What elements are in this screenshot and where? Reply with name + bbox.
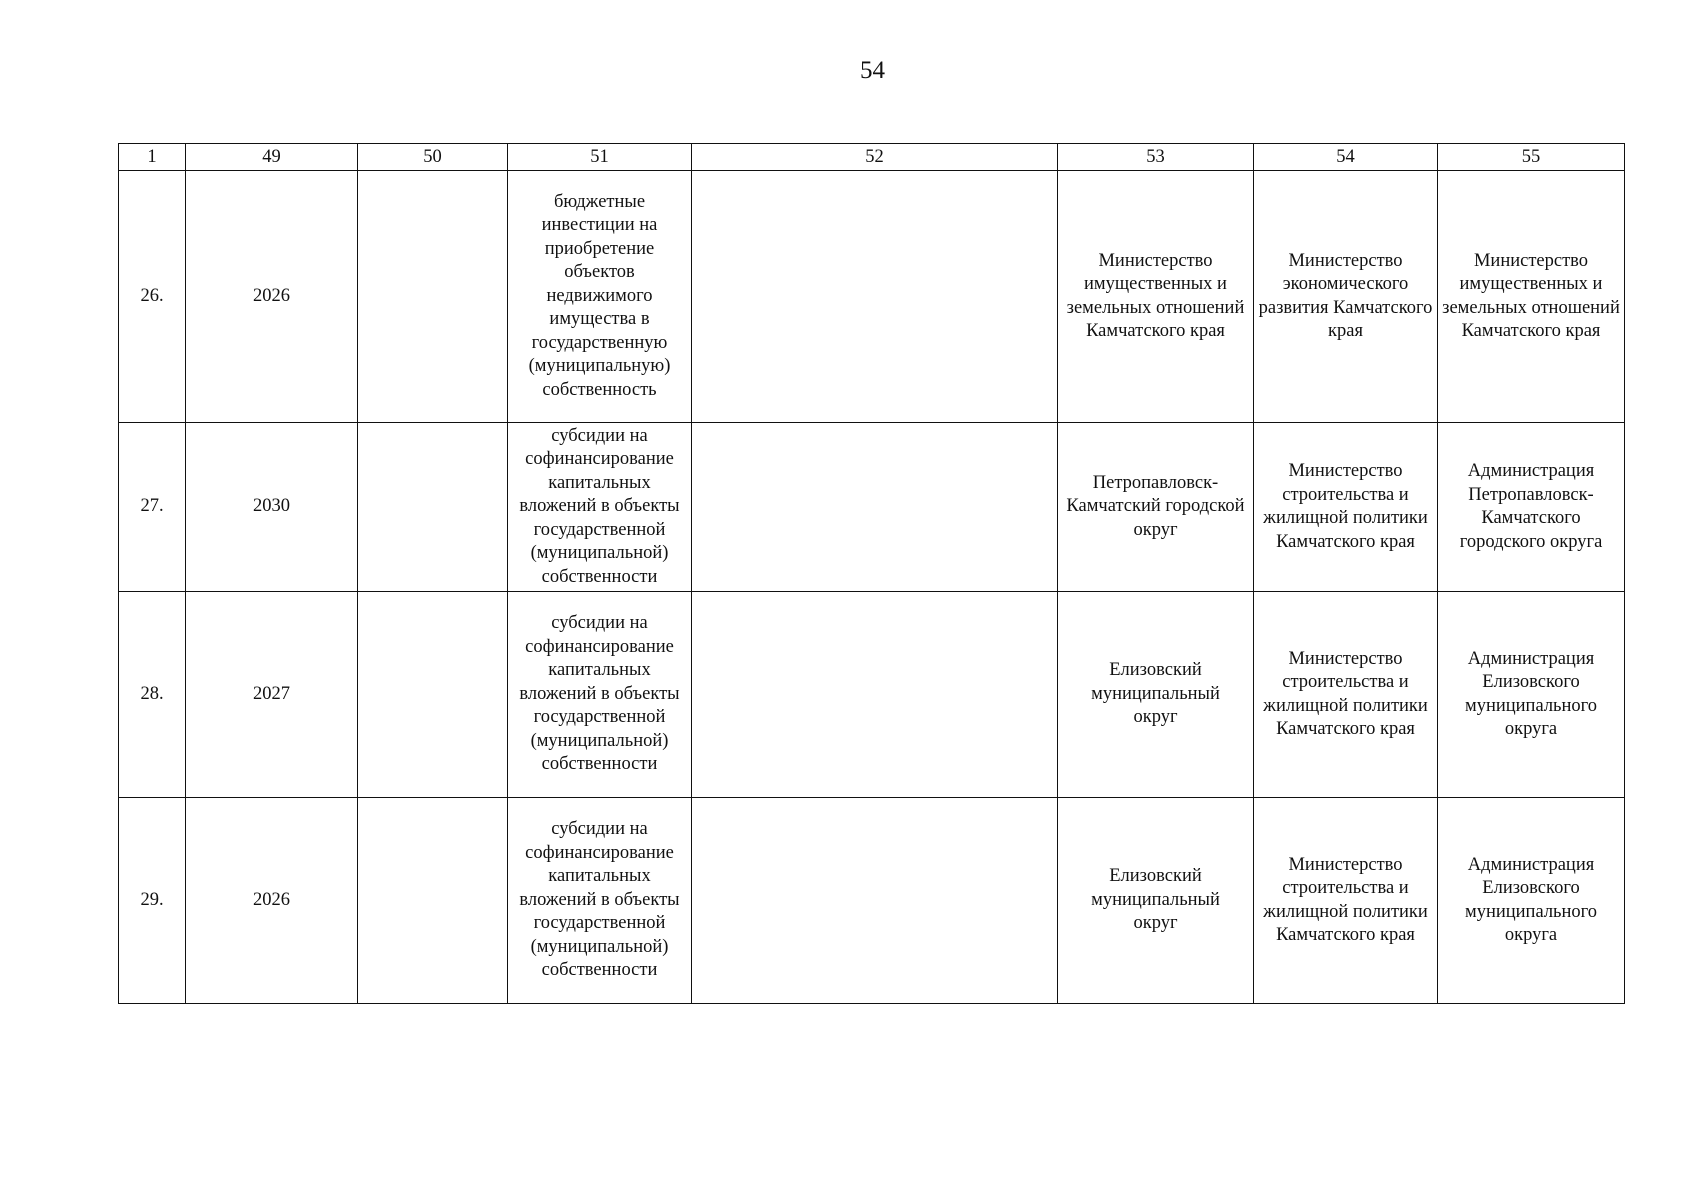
table-row xyxy=(119,171,1625,423)
col53-cell xyxy=(1058,592,1254,798)
col50-cell xyxy=(358,592,508,798)
funding-type-cell xyxy=(508,423,692,592)
page-number: 54 xyxy=(860,57,885,84)
col53-cell xyxy=(1058,798,1254,1004)
col52-cell xyxy=(692,592,1058,798)
col54-text: Министерство строительства и жилищной политики Камчатского края xyxy=(1263,461,1428,552)
col50-cell xyxy=(358,798,508,1004)
column-header: 49 xyxy=(186,144,358,171)
row-number-cell: 28. xyxy=(119,592,186,798)
col55-cell xyxy=(1438,423,1625,592)
row-number-cell: 27. xyxy=(119,423,186,592)
column-header: 53 xyxy=(1058,144,1254,171)
col55-text: Администрация Елизовского муниципального округа xyxy=(1464,854,1598,945)
table-header-row xyxy=(119,144,1625,171)
funding-type-text: бюджетные инвестиции на приобретение объектов недвижимого имущества в государственную (муниципальную) собственность xyxy=(528,191,671,400)
funding-type-text: субсидии на софинансирование капитальных вложений в объекты государственной (муниципальной) собственности xyxy=(519,819,680,981)
table-row xyxy=(119,592,1625,798)
col50-cell xyxy=(358,423,508,592)
column-header: 50 xyxy=(358,144,508,171)
year-cell: 2030 xyxy=(186,423,358,592)
col53-cell xyxy=(1058,171,1254,423)
col53-text: Петропавловск-Камчатский городской округ xyxy=(1066,472,1245,540)
column-header: 54 xyxy=(1254,144,1438,171)
col55-cell xyxy=(1438,798,1625,1004)
col54-cell xyxy=(1254,171,1438,423)
data-table xyxy=(118,143,1625,1004)
column-header: 55 xyxy=(1438,144,1625,171)
year-cell: 2026 xyxy=(186,798,358,1004)
table-row xyxy=(119,423,1625,592)
col54-cell xyxy=(1254,423,1438,592)
funding-type-cell xyxy=(508,798,692,1004)
col52-cell xyxy=(692,423,1058,592)
table-row xyxy=(119,798,1625,1004)
col53-text: Министерство имущественных и земельных отношений Камчатского края xyxy=(1066,250,1245,341)
column-header: 52 xyxy=(692,144,1058,171)
row-number-cell: 26. xyxy=(119,171,186,423)
funding-type-cell xyxy=(508,592,692,798)
col54-text: Министерство строительства и жилищной политики Камчатского края xyxy=(1263,648,1428,739)
col52-cell xyxy=(692,798,1058,1004)
year-cell: 2026 xyxy=(186,171,358,423)
column-header: 51 xyxy=(508,144,692,171)
funding-type-text: субсидии на софинансирование капитальных вложений в объекты государственной (муниципальной) собственности xyxy=(519,613,680,775)
col53-text: Елизовский муниципальный округ xyxy=(1091,866,1220,934)
col55-text: Администрация Елизовского муниципального округа xyxy=(1464,648,1598,739)
col55-cell xyxy=(1438,171,1625,423)
col55-cell xyxy=(1438,592,1625,798)
column-header: 1 xyxy=(119,144,186,171)
row-number-cell: 29. xyxy=(119,798,186,1004)
col55-text: Администрация Петропавловск-Камчатского городского округа xyxy=(1459,461,1603,552)
col53-text: Елизовский муниципальный округ xyxy=(1091,660,1220,728)
col54-cell xyxy=(1254,798,1438,1004)
year-cell: 2027 xyxy=(186,592,358,798)
col55-text: Министерство имущественных и земельных отношений Камчатского края xyxy=(1442,250,1620,341)
col54-cell xyxy=(1254,592,1438,798)
funding-type-text: субсидии на софинансирование капитальных вложений в объекты государственной (муниципальной) собственности xyxy=(519,425,680,587)
col54-text: Министерство экономического развития Камчатского края xyxy=(1258,250,1433,341)
funding-type-cell xyxy=(508,171,692,423)
col54-text: Министерство строительства и жилищной политики Камчатского края xyxy=(1263,854,1428,945)
col52-cell xyxy=(692,171,1058,423)
col53-cell xyxy=(1058,423,1254,592)
col50-cell xyxy=(358,171,508,423)
